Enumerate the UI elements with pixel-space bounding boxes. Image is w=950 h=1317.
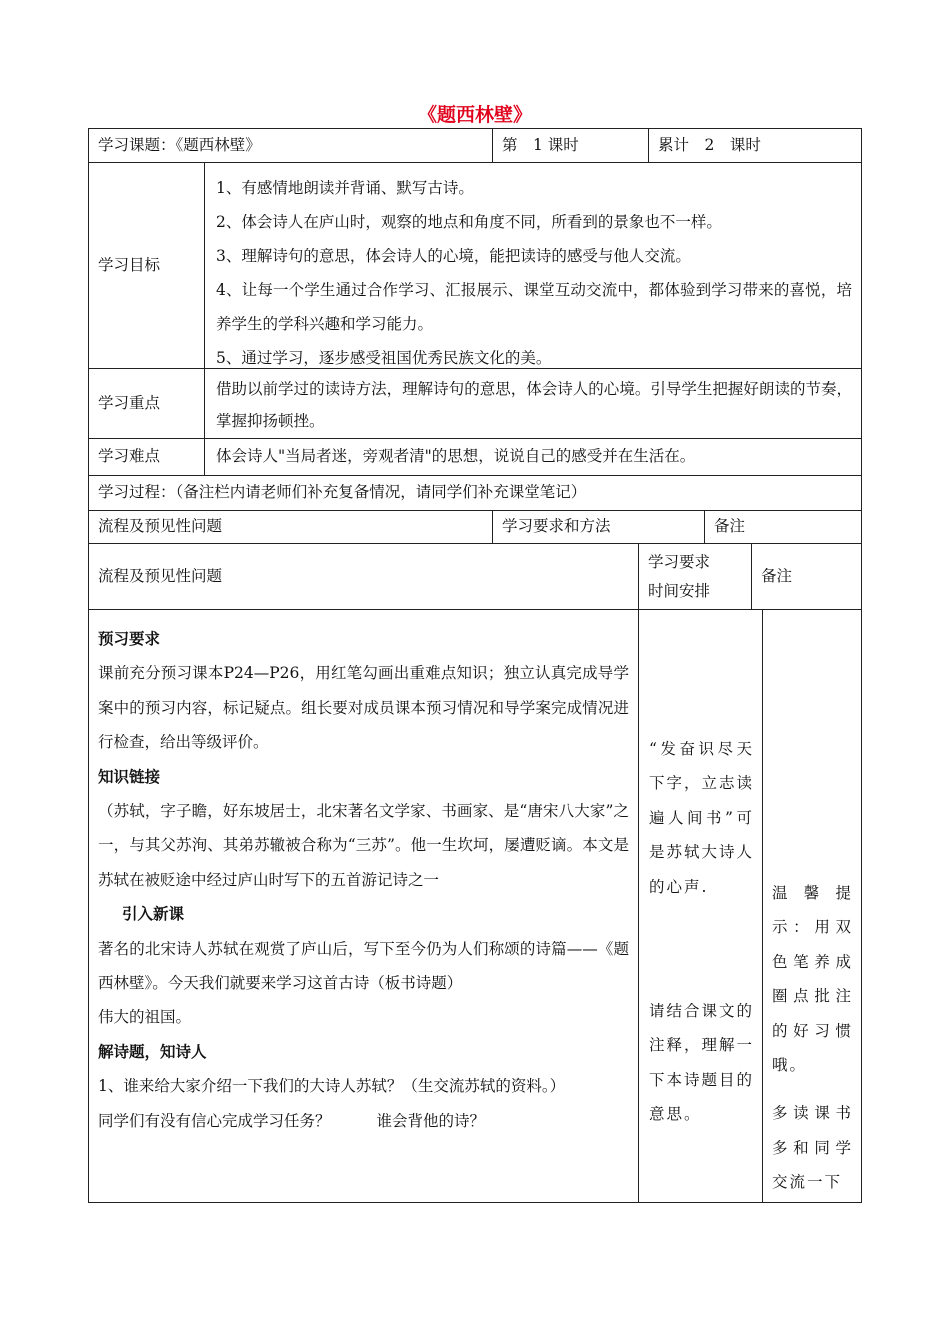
focus-text: 借助以前学过的读诗方法，理解诗句的意思，体会诗人的心境。引导学生把握好朗读的节奏，掌握抑扬顿挫。 (216, 380, 852, 430)
difficulty-content-cell (204, 438, 862, 476)
header1-note: 备注 (714, 517, 746, 536)
goal-item: 5、通过学习，逐步感受祖国优秀民族文化的美。 (216, 349, 552, 367)
total-label: 累计 2 课时 (658, 135, 761, 154)
header2-req-line2: 时间安排 (648, 582, 711, 600)
focus-content-cell (204, 368, 862, 439)
goal-item: 4、让每一个学生通过合作学习、汇报展示、课堂互动交流中，都体验到学习带来的喜悦，培养学生的学科兴趣和学习能力。 (216, 281, 852, 333)
header2-note: 备注 (761, 566, 793, 585)
note-column-cell (762, 609, 862, 1203)
header1-note-cell (704, 510, 862, 544)
difficulty-text: 体会诗人"当局者迷，旁观者清"的思想，说说自己的感受并在生活在。 (216, 447, 696, 466)
header1-flow-cell (88, 510, 493, 544)
goal-item: 1、有感情地朗读并背诵、默写古诗。 (216, 179, 474, 197)
total-cell (648, 128, 862, 163)
last-line-b: 谁会背他的诗？ (376, 1111, 486, 1130)
header2-req-cell (638, 543, 752, 610)
instruction-text: 请结合课文的注释，理解一下本诗题目的意思。 (649, 1002, 755, 1124)
body-main-cell (88, 609, 639, 1203)
knowledge-text: （苏轼，字子瞻，好东坡居士，北宋著名文学家、书画家、是“唐宋八大家”之一，与其父苏洵、其弟苏辙被合称为“三苏”。他一生坎坷，屡遭贬谪。本文是苏轼在被贬途中经过庐山时写下的五首游记诗之一 (98, 802, 629, 889)
difficulty-label-cell (88, 438, 205, 476)
intro-text-2: 伟大的祖国。 (98, 1008, 192, 1027)
goals-label: 学习目标 (98, 255, 161, 274)
goals-label-cell (88, 162, 205, 369)
intro-text: 著名的北宋诗人苏轼在观赏了庐山后，写下至今仍为人们称颂的诗篇——《题西林壁》。今天我们就要来学习这首古诗（板书诗题） (98, 939, 629, 993)
explain-heading: 解诗题，知诗人 (98, 1042, 207, 1061)
topic-label: 学习课题：《题西林壁》 (98, 135, 261, 154)
focus-label: 学习重点 (98, 393, 161, 412)
intro-heading: 引入新课 (122, 905, 185, 924)
mid-column-cell (638, 609, 763, 1203)
header2-req-line1: 学习要求 (648, 553, 711, 571)
header2-flow: 流程及预见性问题 (98, 566, 223, 585)
document-title: 《题西林壁》 (417, 104, 532, 126)
goal-item: 2、体会诗人在庐山时，观察的地点和角度不同，所看到的景象也不一样。 (216, 213, 722, 231)
process-cell (88, 475, 862, 511)
header1-flow: 流程及预见性问题 (98, 517, 223, 536)
difficulty-label: 学习难点 (98, 447, 161, 466)
last-line (98, 1104, 629, 1138)
goal-item: 3、理解诗句的意思，体会诗人的心境，能把读诗的感受与他人交流。 (216, 247, 691, 265)
header1-method: 学习要求和方法 (502, 517, 611, 536)
header1-method-cell (492, 510, 705, 544)
header2-flow-cell (88, 543, 639, 610)
goals-content-cell (204, 162, 862, 369)
lesson-cell (492, 128, 649, 163)
preview-text: 课前充分预习课本P24—P26，用红笔勾画出重难点知识；独立认真完成导学案中的预习内容，标记疑点。组长要对成员课本预习情况和导学案完成情况进行检查，给出等级评价。 (98, 664, 629, 752)
process-text: 学习过程：（备注栏内请老师们补充复备情况，请同学们补充课堂笔记） (98, 483, 587, 502)
lesson-label: 第 1 课时 (502, 135, 579, 154)
knowledge-heading: 知识链接 (98, 767, 161, 786)
header2-note-cell (751, 543, 862, 610)
last-line-a: 同学们有没有信心完成学习任务？ (98, 1111, 331, 1130)
tip2-text: 多读课书多和同学交流一下 (772, 1104, 853, 1192)
focus-label-cell (88, 368, 205, 439)
explain-text: 1、谁来给大家介绍一下我们的大诗人苏轼？（生交流苏轼的资料。） (98, 1077, 566, 1096)
topic-cell (88, 128, 493, 163)
quote-text: “发奋识尽天下字，立志读遍人间书”可是苏轼大诗人的心声. (649, 740, 755, 896)
preview-heading: 预习要求 (98, 630, 161, 648)
tip-text: 温馨提示：用双色笔养成圈点批注的好习惯哦。 (772, 884, 853, 1075)
